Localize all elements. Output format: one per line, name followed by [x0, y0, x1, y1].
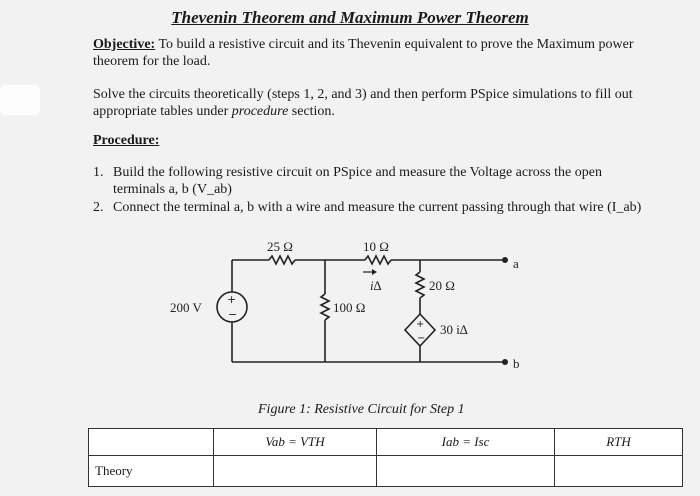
results-table — [88, 428, 683, 487]
table-header-vab: Vab = VTH — [214, 429, 377, 456]
r2-label: 10 Ω — [363, 239, 389, 254]
step-1-text-1: Build the following resistive circuit on PSpice and measure the Voltage across the open — [113, 165, 602, 180]
solve-text-2em: procedure — [231, 104, 289, 119]
table-header-row — [89, 429, 683, 456]
dep-source-label: 30 i∆ — [440, 322, 468, 337]
step-2 — [93, 199, 653, 216]
table-cell[interactable] — [555, 456, 683, 487]
table-header-empty — [89, 429, 214, 456]
table-row — [89, 456, 683, 487]
resistor-10-icon — [365, 256, 391, 264]
source-minus-icon: − — [228, 308, 238, 321]
r3-label: 100 Ω — [333, 300, 366, 315]
table-header-rth: RTH — [555, 429, 683, 456]
resistor-100-icon — [321, 294, 329, 320]
dep-minus-icon: − — [417, 333, 426, 344]
resistor-20-icon — [416, 272, 424, 298]
page-title: Thevenin Theorem and Maximum Power Theorem — [171, 8, 529, 27]
solve-text-1: Solve the circuits theoretically (steps 1, 2, and 3) and then perform PSpice simulations to fill out — [93, 87, 633, 102]
figure-caption: Figure 1: Resistive Circuit for Step 1 — [258, 402, 465, 417]
objective-paragraph — [93, 36, 653, 70]
objective-label: Objective: — [93, 37, 156, 52]
procedure-heading: Procedure: — [93, 133, 160, 148]
circuit-diagram — [165, 232, 545, 398]
step-2-text-1: Connect the terminal a, b with a wire and measure the current passing through that wire (I_ab) — [113, 200, 642, 215]
table-row-label: Theory — [89, 456, 214, 487]
solve-text-2b: section. — [288, 104, 335, 119]
step-1-number: 1. — [93, 165, 104, 180]
terminal-b-dot — [502, 359, 508, 365]
current-label: i∆ — [370, 278, 382, 293]
r1-label: 25 Ω — [267, 239, 293, 254]
terminal-a-dot — [502, 257, 508, 263]
table-header-iab: Iab = Isc — [377, 429, 555, 456]
source-plus-icon: + — [227, 293, 237, 306]
current-arrow-icon — [372, 269, 377, 275]
solve-paragraph — [93, 86, 653, 120]
terminal-b-label: b — [513, 356, 520, 371]
solve-text-2a: appropriate tables under — [93, 104, 232, 119]
r4-label: 20 Ω — [429, 278, 455, 293]
terminal-a-label: a — [513, 256, 519, 271]
step-1-text-2: terminals a, b (V_ab) — [113, 182, 232, 197]
step-1 — [93, 164, 653, 198]
source-label: 200 V — [170, 300, 202, 315]
objective-text-1: To build a resistive circuit and its Thevenin equivalent to prove the Maximum power — [155, 37, 634, 52]
table-cell[interactable] — [377, 456, 555, 487]
dep-plus-icon: + — [416, 319, 425, 330]
screen-glare — [0, 85, 40, 115]
objective-text-2: theorem for the load. — [93, 54, 211, 69]
table-cell[interactable] — [214, 456, 377, 487]
resistor-25-icon — [269, 256, 295, 264]
step-2-number: 2. — [93, 200, 104, 215]
